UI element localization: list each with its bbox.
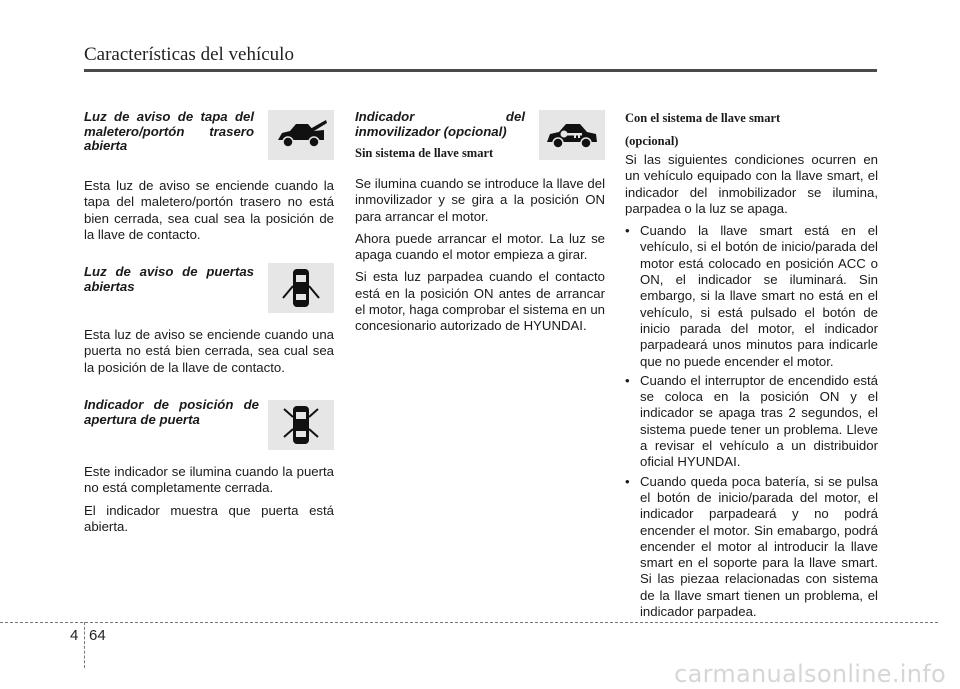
section-immobilizer	[355, 110, 605, 164]
footer-vertical-divider	[84, 622, 85, 668]
footer-divider	[0, 622, 938, 623]
door-position-indicator-icon	[268, 400, 334, 450]
section-trunk-warning	[84, 110, 334, 178]
trunk-open-warning-icon	[268, 110, 334, 160]
section-title: Indicador de posición de apertura de puerta	[84, 397, 259, 427]
bullet-icon: •	[625, 223, 630, 239]
section-door-position	[84, 398, 334, 464]
page-number: 64	[89, 627, 106, 644]
page-header-title: Características del vehículo	[84, 44, 294, 65]
subheading: Sin sistema de llave smart	[355, 146, 494, 160]
bullet-icon: •	[625, 372, 630, 388]
watermark: carmanualsonline.info	[674, 660, 946, 688]
list-item: • Cuando el interruptor de encendido está se coloca en la posición ON y el indicador se apaga tras 2 segundos, el sistema puede tener un problema. Lleve a revisar el vehículo a un distribuidor oficial HYUNDAI.	[625, 372, 878, 470]
door-open-warning-icon	[268, 263, 334, 313]
section-title: Luz de aviso de tapa del maletero/portón trasero abierta	[84, 109, 254, 153]
section-title: Luz de aviso de puertas abiertas	[84, 264, 254, 294]
body-text: Ahora puede arrancar el motor. La luz se apaga cuando el motor empieza a girar.	[355, 230, 605, 263]
condition-list	[625, 223, 878, 620]
body-text: Esta luz de aviso se enciende cuando la tapa del maletero/portón trasero no está bien cerrada, sea cual sea la posición de la llave de contacto.	[84, 178, 334, 242]
immobilizer-key-icon	[539, 110, 605, 160]
body-text: Si esta luz parpadea cuando el contacto está en la posición ON antes de arrancar el motor, haga comprobar el sistema en un concesionario autorizado de HYUNDAI.	[355, 269, 605, 334]
header-rule	[84, 69, 877, 72]
bullet-icon: •	[625, 473, 630, 489]
body-text: Si las siguientes condiciones ocurren en un vehículo equipado con la llave smart, el indicador del inmobilizador se ilumina, parpadea o la luz se apaga.	[625, 152, 878, 216]
body-text: Se ilumina cuando se introduce la llave del inmovilizador y se gira a la posición ON para arrancar el motor.	[355, 176, 605, 224]
list-item: • Cuando queda poca batería, si se pulsa el botón de inicio/parada del motor, el indicador parpadeará y no podrá encender el motor. Sin emabargo, podrá encender el motor al introducir la llave smart en el soporte para la llave smart. Si las piezaa relacionadas con sistema de la llave smart tienen un problema, el indicador parpadea.	[625, 473, 878, 620]
body-text: El indicador muestra que puerta está abierta.	[84, 502, 334, 534]
section-title: Indicador del inmovilizador (opcional)	[355, 109, 525, 139]
column-2	[355, 110, 605, 341]
column-3	[625, 110, 878, 623]
smart-key-heading: Con el sistema de llave smart	[625, 111, 781, 125]
body-text: Este indicador se ilumina cuando la puerta no está completamente cerrada.	[84, 464, 334, 496]
chapter-number: 4	[70, 627, 79, 644]
column-1	[84, 110, 334, 541]
list-item: • Cuando la llave smart está en el vehículo, si el botón de inicio/parada del motor está colocado en posición ACC o ON, el indicador se iluminará. Sin embargo, si la llave smart no está en el vehículo, si está pulsado el botón de inicio parada del motor, el indicador parpadeará unos minutos para indicarle que no puede encender el motor.	[625, 223, 878, 369]
smart-key-heading-optional: (opcional)	[625, 134, 679, 148]
section-door-warning	[84, 265, 334, 327]
body-text: Esta luz de aviso se enciende cuando una puerta no está bien cerrada, sea cual sea la posición de la llave de contacto.	[84, 327, 334, 375]
